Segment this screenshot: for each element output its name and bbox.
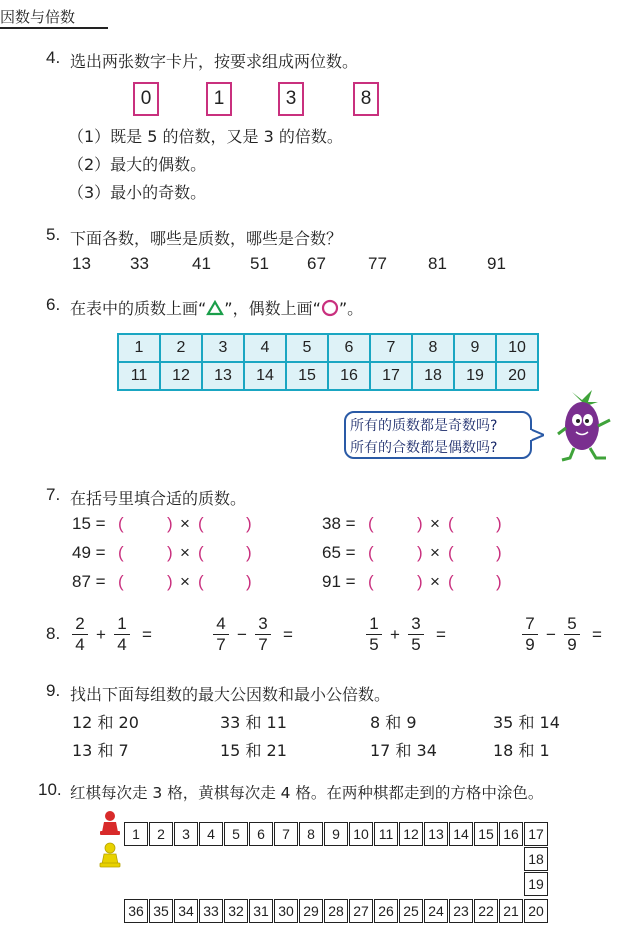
question-6-text-a: 在表中的质数上画“ bbox=[70, 299, 207, 318]
question-6-number: 6. bbox=[46, 295, 61, 314]
digit-card: 8 bbox=[353, 82, 379, 116]
digit-card: 3 bbox=[278, 82, 304, 116]
question-9-number: 9. bbox=[46, 681, 61, 700]
numerator: 1 bbox=[117, 614, 127, 633]
board-cell[interactable]: 18 bbox=[524, 847, 548, 871]
board-cell[interactable]: 14 bbox=[449, 822, 473, 846]
red-piece-icon bbox=[98, 810, 122, 836]
board-cell[interactable]: 1 bbox=[124, 822, 148, 846]
question-4-number: 4. bbox=[46, 48, 61, 67]
denominator: 7 bbox=[216, 635, 226, 654]
board-cell[interactable]: 34 bbox=[174, 899, 198, 923]
paren-close: ) bbox=[496, 572, 502, 591]
paren-open: ( bbox=[368, 543, 374, 562]
digit-card: 0 bbox=[133, 82, 159, 116]
board-cell[interactable]: 19 bbox=[524, 872, 548, 896]
board-cell[interactable]: 7 bbox=[274, 822, 298, 846]
question-4-sub-3: （3）最小的奇数。 bbox=[68, 183, 207, 202]
numerator: 1 bbox=[369, 614, 379, 633]
numerator: 2 bbox=[75, 614, 85, 633]
board-cell[interactable]: 12 bbox=[399, 822, 423, 846]
paren-open: ( bbox=[368, 572, 374, 591]
fraction-expression bbox=[366, 614, 446, 655]
fraction bbox=[408, 614, 424, 655]
number-item: 91 bbox=[487, 254, 506, 273]
equals-sign: = bbox=[435, 624, 446, 644]
answer-blank[interactable] bbox=[128, 541, 164, 565]
fraction bbox=[564, 614, 580, 655]
paren-open: ( bbox=[118, 543, 124, 562]
equation-label: 65 = bbox=[322, 543, 356, 562]
equals-sign: = bbox=[282, 624, 293, 644]
board-cell[interactable]: 21 bbox=[499, 899, 523, 923]
grid-cell[interactable]: 16 bbox=[328, 362, 370, 390]
paren-close: ) bbox=[246, 572, 252, 591]
paren-close: ) bbox=[496, 543, 502, 562]
paren-close: ) bbox=[417, 572, 423, 591]
question-6-text-b: ”，偶数上画“ bbox=[224, 299, 321, 318]
number-item: 41 bbox=[192, 254, 211, 273]
denominator: 4 bbox=[75, 635, 85, 654]
answer-blank[interactable] bbox=[378, 512, 414, 536]
times-sign: × bbox=[180, 572, 190, 591]
fraction bbox=[366, 614, 382, 655]
number-item: 81 bbox=[428, 254, 447, 273]
header-underline bbox=[0, 27, 108, 29]
board-cell[interactable]: 9 bbox=[324, 822, 348, 846]
numerator: 3 bbox=[411, 614, 421, 633]
bubble-line-1: 所有的质数都是奇数吗? bbox=[350, 418, 498, 434]
board-cell[interactable]: 5 bbox=[224, 822, 248, 846]
grid-cell[interactable]: 15 bbox=[286, 362, 328, 390]
question-10-number: 10. bbox=[38, 780, 62, 799]
paren-open: ( bbox=[448, 514, 454, 533]
page-header: 因数与倍数 bbox=[0, 8, 76, 26]
denominator: 5 bbox=[369, 635, 379, 654]
fraction-expression bbox=[522, 614, 602, 655]
grid-cell[interactable]: 5 bbox=[286, 334, 328, 362]
paren-close: ) bbox=[496, 514, 502, 533]
board-cell[interactable]: 25 bbox=[399, 899, 423, 923]
paren-close: ) bbox=[167, 514, 173, 533]
operator: − bbox=[546, 624, 556, 644]
number-pair: 8 和 9 bbox=[370, 713, 417, 732]
question-7-number: 7. bbox=[46, 485, 61, 504]
fraction bbox=[114, 614, 130, 655]
times-sign: × bbox=[180, 543, 190, 562]
grid-cell[interactable]: 13 bbox=[202, 362, 244, 390]
question-4-sub-1: （1）既是 5 的倍数，又是 3 的倍数。 bbox=[68, 127, 343, 146]
paren-open: ( bbox=[448, 572, 454, 591]
board-cell[interactable]: 6 bbox=[249, 822, 273, 846]
answer-blank[interactable] bbox=[208, 541, 244, 565]
board-cell[interactable]: 35 bbox=[149, 899, 173, 923]
board-cell[interactable]: 22 bbox=[474, 899, 498, 923]
number-item: 51 bbox=[250, 254, 269, 273]
board-cell[interactable]: 24 bbox=[424, 899, 448, 923]
answer-blank[interactable] bbox=[458, 512, 494, 536]
grid-row-2 bbox=[118, 362, 538, 390]
board-cell[interactable]: 2 bbox=[149, 822, 173, 846]
question-6-text bbox=[70, 296, 363, 319]
equation-label: 38 = bbox=[322, 514, 356, 533]
equation-label: 91 = bbox=[322, 572, 356, 591]
fraction-expression bbox=[213, 614, 293, 655]
grid-cell[interactable]: 17 bbox=[370, 362, 412, 390]
board-cell[interactable]: 13 bbox=[424, 822, 448, 846]
board-cell[interactable]: 30 bbox=[274, 899, 298, 923]
board-cell[interactable]: 4 bbox=[199, 822, 223, 846]
grid-cell[interactable]: 9 bbox=[454, 334, 496, 362]
board-cell[interactable]: 23 bbox=[449, 899, 473, 923]
question-7-text: 在括号里填合适的质数。 bbox=[70, 489, 247, 508]
paren-open: ( bbox=[198, 543, 204, 562]
question-8-number: 8. bbox=[46, 624, 61, 643]
board-cell[interactable]: 8 bbox=[299, 822, 323, 846]
denominator: 4 bbox=[117, 635, 127, 654]
answer-blank[interactable] bbox=[378, 570, 414, 594]
answer-blank[interactable] bbox=[458, 570, 494, 594]
denominator: 7 bbox=[258, 635, 268, 654]
grid-cell[interactable]: 3 bbox=[202, 334, 244, 362]
number-pair: 13 和 7 bbox=[72, 741, 129, 760]
number-pair: 15 和 21 bbox=[220, 741, 287, 760]
numerator: 4 bbox=[216, 614, 226, 633]
grid-cell[interactable]: 2 bbox=[160, 334, 202, 362]
board-cell[interactable]: 28 bbox=[324, 899, 348, 923]
answer-blank[interactable] bbox=[128, 570, 164, 594]
fraction-expression bbox=[72, 614, 152, 655]
number-item: 13 bbox=[72, 254, 91, 273]
paren-open: ( bbox=[448, 543, 454, 562]
question-6-text-c: ”。 bbox=[338, 299, 364, 318]
digit-card: 1 bbox=[206, 82, 232, 116]
equals-sign: = bbox=[591, 624, 602, 644]
grid-row-1 bbox=[118, 334, 538, 362]
bubble-line-2: 所有的合数都是偶数吗? bbox=[350, 440, 498, 456]
board-cell[interactable]: 36 bbox=[124, 899, 148, 923]
paren-open: ( bbox=[198, 514, 204, 533]
triangle-icon bbox=[206, 300, 224, 316]
board-cell[interactable]: 31 bbox=[249, 899, 273, 923]
fraction bbox=[255, 614, 271, 655]
numerator: 7 bbox=[525, 614, 535, 633]
board-cell[interactable]: 15 bbox=[474, 822, 498, 846]
paren-open: ( bbox=[198, 572, 204, 591]
board-cell[interactable]: 11 bbox=[374, 822, 398, 846]
number-pair: 17 和 34 bbox=[370, 741, 437, 760]
grid-cell[interactable]: 18 bbox=[412, 362, 454, 390]
paren-open: ( bbox=[118, 572, 124, 591]
paren-close: ) bbox=[246, 514, 252, 533]
board-cell[interactable]: 17 bbox=[524, 822, 548, 846]
answer-blank[interactable] bbox=[128, 512, 164, 536]
question-4-text: 选出两张数字卡片，按要求组成两位数。 bbox=[70, 52, 359, 71]
answer-blank[interactable] bbox=[208, 512, 244, 536]
grid-cell[interactable]: 11 bbox=[118, 362, 160, 390]
question-9-text: 找出下面每组数的最大公因数和最小公倍数。 bbox=[70, 685, 391, 704]
yellow-piece-icon bbox=[98, 842, 122, 868]
grid-cell[interactable]: 19 bbox=[454, 362, 496, 390]
fraction bbox=[72, 614, 88, 655]
numerator: 5 bbox=[567, 614, 577, 633]
answer-blank[interactable] bbox=[378, 541, 414, 565]
number-item: 33 bbox=[130, 254, 149, 273]
question-10-text: 红棋每次走 3 格，黄棋每次走 4 格。在两种棋都走到的方格中涂色。 bbox=[70, 784, 544, 802]
times-sign: × bbox=[430, 514, 440, 533]
denominator: 9 bbox=[567, 635, 577, 654]
operator: + bbox=[390, 624, 400, 644]
numerator: 3 bbox=[258, 614, 268, 633]
grid-cell[interactable]: 4 bbox=[244, 334, 286, 362]
grid-cell[interactable]: 6 bbox=[328, 334, 370, 362]
paren-close: ) bbox=[246, 543, 252, 562]
eggplant-mascot-icon bbox=[552, 386, 616, 464]
grid-cell[interactable]: 10 bbox=[496, 334, 538, 362]
board-cell[interactable]: 27 bbox=[349, 899, 373, 923]
board-cell[interactable]: 33 bbox=[199, 899, 223, 923]
board-cell[interactable]: 10 bbox=[349, 822, 373, 846]
paren-open: ( bbox=[118, 514, 124, 533]
paren-close: ) bbox=[167, 572, 173, 591]
question-5-text: 下面各数，哪些是质数，哪些是合数？ bbox=[70, 229, 343, 248]
grid-cell[interactable]: 1 bbox=[118, 334, 160, 362]
paren-close: ) bbox=[417, 514, 423, 533]
number-pair: 18 和 1 bbox=[493, 741, 550, 760]
number-pair: 12 和 20 bbox=[72, 713, 139, 732]
number-item: 77 bbox=[368, 254, 387, 273]
grid-cell[interactable]: 8 bbox=[412, 334, 454, 362]
board-cell[interactable]: 3 bbox=[174, 822, 198, 846]
grid-cell[interactable]: 12 bbox=[160, 362, 202, 390]
denominator: 9 bbox=[525, 635, 535, 654]
grid-cell[interactable]: 20 bbox=[496, 362, 538, 390]
denominator: 5 bbox=[411, 635, 421, 654]
paren-close: ) bbox=[167, 543, 173, 562]
grid-cell[interactable]: 7 bbox=[370, 334, 412, 362]
times-sign: × bbox=[180, 514, 190, 533]
board-cell[interactable]: 26 bbox=[374, 899, 398, 923]
number-pair: 35 和 14 bbox=[493, 713, 560, 732]
board-cell[interactable]: 16 bbox=[499, 822, 523, 846]
number-grid bbox=[117, 333, 539, 391]
answer-blank[interactable] bbox=[208, 570, 244, 594]
speech-bubble bbox=[344, 411, 532, 459]
times-sign: × bbox=[430, 572, 440, 591]
times-sign: × bbox=[430, 543, 440, 562]
fraction bbox=[213, 614, 229, 655]
question-4-sub-2: （2）最大的偶数。 bbox=[68, 155, 207, 174]
operator: + bbox=[96, 624, 106, 644]
operator: − bbox=[237, 624, 247, 644]
board-cell[interactable]: 32 bbox=[224, 899, 248, 923]
equation-label: 49 = bbox=[72, 543, 106, 562]
board-cell[interactable]: 29 bbox=[299, 899, 323, 923]
fraction bbox=[522, 614, 538, 655]
grid-cell[interactable]: 14 bbox=[244, 362, 286, 390]
equals-sign: = bbox=[141, 624, 152, 644]
board-cell[interactable]: 20 bbox=[524, 899, 548, 923]
bubble-tail bbox=[530, 425, 544, 445]
paren-open: ( bbox=[368, 514, 374, 533]
answer-blank[interactable] bbox=[458, 541, 494, 565]
equation-label: 87 = bbox=[72, 572, 106, 591]
paren-close: ) bbox=[417, 543, 423, 562]
equation-label: 15 = bbox=[72, 514, 106, 533]
question-5-number: 5. bbox=[46, 225, 61, 244]
number-pair: 33 和 11 bbox=[220, 713, 287, 732]
circle-icon bbox=[321, 299, 339, 317]
number-item: 67 bbox=[307, 254, 326, 273]
